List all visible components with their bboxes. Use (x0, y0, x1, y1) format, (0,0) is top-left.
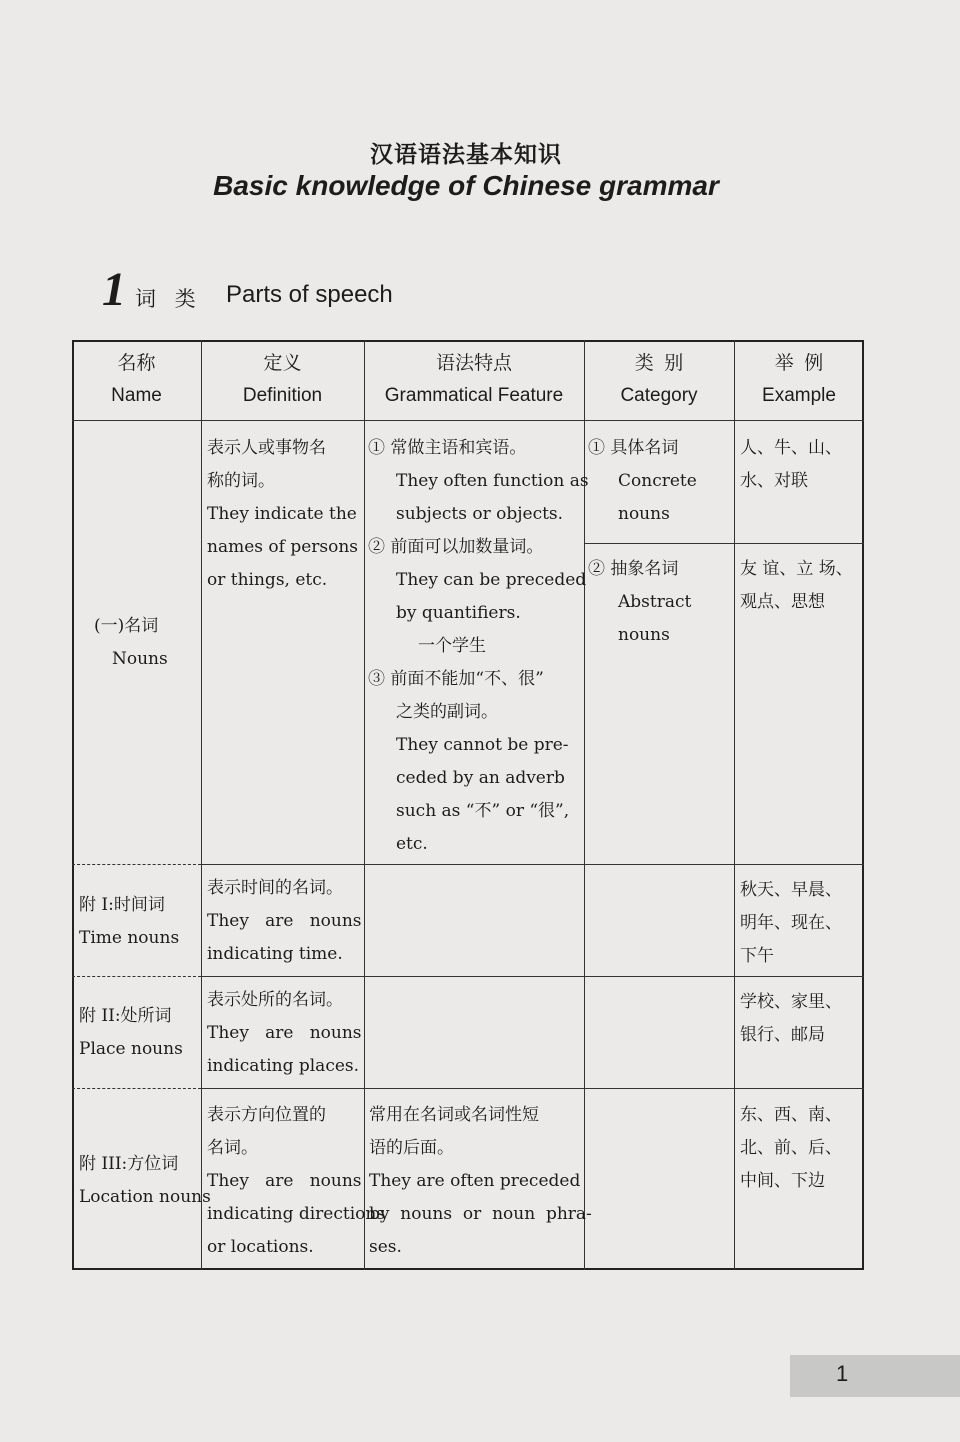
cell-line: They indicate the (207, 504, 357, 524)
category-cell (588, 553, 691, 652)
section-title-chinese: 词 类 (135, 287, 202, 311)
cell-line: Nouns (112, 649, 168, 669)
cell-line: 北、前、后、 (740, 1138, 842, 1158)
cell-line: ③ 前面不能加“不、很” (368, 669, 544, 689)
header-example (734, 348, 864, 412)
column-divider (201, 340, 202, 1270)
name-cell (79, 1148, 211, 1214)
definition-cell (207, 432, 359, 597)
column-divider (734, 340, 735, 1270)
header-cn: 定义 (263, 353, 302, 374)
cell-line: such as “不” or “很”, (396, 801, 570, 821)
cell-line: They often function as (396, 471, 589, 491)
header-divider (72, 420, 864, 421)
cell-line: 表示方向位置的 (207, 1105, 326, 1125)
cell-line: by quantifiers. (396, 603, 521, 623)
header-en: Grammatical Feature (384, 385, 564, 406)
feature-cell (369, 1099, 592, 1264)
cell-line: 东、西、南、 (740, 1105, 842, 1125)
header-cn: 语法特点 (435, 353, 512, 374)
cell-line: 友 谊、立 场、 (740, 559, 853, 579)
header-category (584, 348, 734, 412)
cell-line: or locations. (207, 1237, 314, 1257)
row-divider (201, 1088, 864, 1089)
cell-line: 秋天、早晨、 (740, 880, 842, 900)
header-grammatical-feature (364, 348, 584, 412)
cell-line: Abstract (618, 592, 692, 612)
page-number: 1 (836, 1361, 849, 1386)
title-chinese: 汉语语法基本知识 (370, 142, 562, 168)
header-en: Definition (242, 385, 323, 406)
row-divider-dashed (72, 864, 201, 865)
cell-line: 明年、现在、 (740, 913, 842, 933)
example-cell (740, 553, 853, 619)
cell-line: They are nouns (207, 1023, 362, 1043)
definition-cell (207, 984, 362, 1083)
header-en: Category (620, 385, 698, 406)
cell-line: 语的后面。 (369, 1138, 454, 1158)
cell-line: 附 III:方位词 (79, 1154, 179, 1174)
cell-line: ② 抽象名词 (588, 559, 679, 579)
name-cell (79, 1000, 183, 1066)
cell-line: Time nouns (79, 928, 180, 948)
cell-line: Concrete (618, 471, 697, 491)
section-title-english: Parts of speech (226, 281, 393, 308)
header-definition (201, 348, 364, 412)
cell-line: 银行、邮局 (740, 1025, 825, 1045)
cell-line: (一)名词 (94, 616, 159, 636)
row-divider-dashed (72, 1088, 201, 1089)
cell-line: Location nouns (79, 1187, 211, 1207)
cell-line: They can be preceded (396, 570, 587, 590)
cell-line: 附 II:处所词 (79, 1006, 172, 1026)
cell-line: Place nouns (79, 1039, 183, 1059)
header-cn: 举 例 (774, 353, 824, 374)
row-divider (201, 976, 864, 977)
cell-line: They are often preceded (369, 1171, 581, 1191)
cell-line: etc. (396, 834, 428, 854)
cell-line: 附 I:时间词 (79, 895, 165, 915)
cell-line: 之类的副词。 (396, 702, 498, 722)
header-en: Example (762, 385, 836, 406)
cell-line: or things, etc. (207, 570, 328, 590)
cell-line: 常用在名词或名词性短 (369, 1105, 539, 1125)
cell-line: 名词。 (207, 1138, 258, 1158)
cell-line: They cannot be pre- (396, 735, 569, 755)
header-name (72, 348, 201, 412)
definition-cell (207, 1099, 385, 1264)
header-cn: 名称 (117, 353, 156, 374)
row-divider-dashed (72, 976, 201, 977)
cell-line: by nouns or noun phra- (369, 1204, 592, 1224)
cell-line: They are nouns (207, 911, 362, 931)
name-cell (94, 610, 168, 676)
cell-line: ① 具体名词 (588, 438, 679, 458)
category-cell (588, 432, 697, 531)
example-cell (740, 432, 842, 498)
cell-line: names of persons (207, 537, 359, 557)
cell-line: 人、牛、山、 (740, 438, 842, 458)
page-number-tab (790, 1355, 960, 1397)
cell-line: 学校、家里、 (740, 992, 842, 1012)
cell-line: nouns (618, 504, 670, 524)
cell-line: 一个学生 (418, 636, 486, 656)
cell-line: indicating places. (207, 1056, 360, 1076)
cell-line: ses. (369, 1237, 402, 1257)
cell-line: ceded by an adverb (396, 768, 565, 788)
cell-line: 下午 (740, 946, 774, 966)
cell-line: 称的词。 (207, 471, 275, 491)
cell-line: 表示人或事物名 (207, 438, 326, 458)
row-divider (201, 864, 864, 865)
example-cell (740, 1099, 842, 1198)
cell-line: 中间、下边 (740, 1171, 825, 1191)
example-cell (740, 874, 842, 973)
definition-cell (207, 872, 362, 971)
section-number: 1 (102, 263, 126, 316)
cell-line: 表示时间的名词。 (207, 878, 343, 898)
cell-line: nouns (618, 625, 670, 645)
example-cell (740, 986, 842, 1052)
name-cell (79, 889, 179, 955)
cell-line: indicating time. (207, 944, 343, 964)
feature-cell (368, 432, 589, 861)
cell-line: 表示处所的名词。 (207, 990, 343, 1010)
category-divider (584, 543, 864, 544)
cell-line: indicating directions (207, 1204, 386, 1224)
cell-line: They are nouns (207, 1171, 362, 1191)
header-cn: 类 别 (634, 353, 684, 374)
cell-line: 观点、思想 (740, 592, 825, 612)
cell-line: ② 前面可以加数量词。 (368, 537, 544, 557)
cell-line: subjects or objects. (396, 504, 564, 524)
cell-line: ① 常做主语和宾语。 (368, 438, 527, 458)
header-en: Name (111, 385, 162, 406)
cell-line: 水、对联 (740, 471, 808, 491)
title-english: Basic knowledge of Chinese grammar (213, 170, 719, 201)
